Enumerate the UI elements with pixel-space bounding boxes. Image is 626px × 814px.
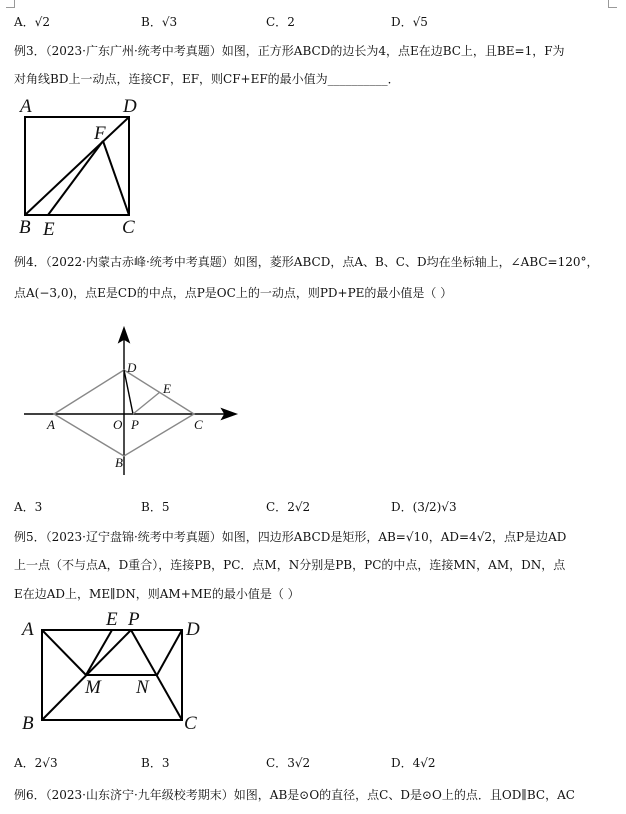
option-value: 2√3 (34, 756, 58, 770)
ex3-label-f: F (94, 123, 106, 144)
ex3-label-d: D (123, 96, 137, 117)
ex4-text-line-1: 例4．（2022·内蒙古赤峰·统考中考真题）如图，菱形ABCD，点A、B、C、D均在坐标轴上，∠ABC=120°， (14, 255, 599, 269)
ex4-label-o: O (113, 417, 123, 432)
option-value: 4√2 (412, 756, 436, 770)
option-value: 3 (34, 500, 43, 514)
ex6-text-line-1: 例6．（2023·山东济宁·九年级校考期末）如图，AB是⊙O的直径，点C、D是⊙O上的点．且OD∥BC，AC (14, 788, 575, 802)
option-key: D． (391, 15, 413, 29)
ex4-label-b: B (115, 455, 123, 470)
ex5-text-line-1: 例5．（2023·辽宁盘锦·统考中考真题）如图，四边形ABCD是矩形，AB=√10，AD=4√2，点P是边AD (14, 530, 567, 544)
ex3-text-line-1: 例3．（2023·广东广州·统考中考真题）如图，正方形ABCD的边长为4，点E在边BC上，且BE=1，F为 (14, 44, 565, 58)
ex5-text-line-2: 上一点（不与点A，D重合），连接PB，PC．点M，N分别是PB，PC的中点，连接MN，AM，DN，点 (14, 558, 566, 572)
option-value: 5 (161, 500, 170, 514)
option-key: A． (14, 500, 35, 514)
option-value: 2 (287, 15, 295, 29)
ex5-option-c (266, 754, 310, 771)
ex3-label-a: A (20, 96, 32, 117)
ex5-label-m: M (85, 677, 101, 698)
ex5-option-a (14, 754, 58, 771)
ex5-option-b (141, 754, 169, 771)
option-key: D． (391, 500, 413, 514)
option-value: 2√2 (287, 500, 311, 514)
ex4-text-line-2: 点A(−3,0)，点E是CD的中点，点P是OC上的一动点，则PD+PE的最小值是（ ） (14, 286, 453, 300)
ex5-label-d: D (186, 619, 200, 640)
ex3-label-e: E (43, 219, 55, 240)
ex4-label-e: E (163, 381, 171, 396)
ex5-text-line-3: E在边AD上，ME∥DN，则AM+ME的最小值是（ ） (14, 587, 300, 601)
option-value: √2 (34, 15, 50, 29)
option-key: B． (141, 756, 162, 770)
ex5-label-n: N (136, 677, 149, 698)
ex4-label-c: C (194, 417, 203, 432)
option-value: (3/2)√3 (412, 500, 457, 514)
ex4-label-p: P (131, 417, 139, 432)
ex4-label-a: A (47, 417, 55, 432)
segment-dn (157, 630, 182, 675)
option-value: 3√2 (287, 756, 311, 770)
option-key: A． (14, 15, 35, 29)
ex5-label-e: E (106, 609, 118, 630)
segment-am (42, 630, 86, 675)
option-key: B． (141, 500, 162, 514)
ex5-label-c: C (184, 713, 197, 734)
option-value: √3 (161, 15, 178, 29)
option-value: √5 (412, 15, 428, 29)
ex5-label-b: B (22, 713, 34, 734)
ex3-text-line-2: 对角线BD上一动点，连接CF，EF，则CF+EF的最小值为__________． (14, 72, 400, 86)
option-key: C． (266, 756, 288, 770)
option-key: B． (141, 15, 162, 29)
ex4-label-d: D (127, 360, 137, 375)
ex3-label-c: C (122, 217, 135, 238)
ex3-label-b: B (19, 217, 31, 238)
ex5-label-p: P (128, 609, 140, 630)
option-key: D． (391, 756, 413, 770)
ex5-label-a: A (22, 619, 34, 640)
option-value: 3 (161, 756, 170, 770)
option-key: C． (266, 500, 288, 514)
ex5-option-d (391, 754, 436, 771)
option-key: C． (266, 15, 288, 29)
option-key: A． (14, 756, 35, 770)
